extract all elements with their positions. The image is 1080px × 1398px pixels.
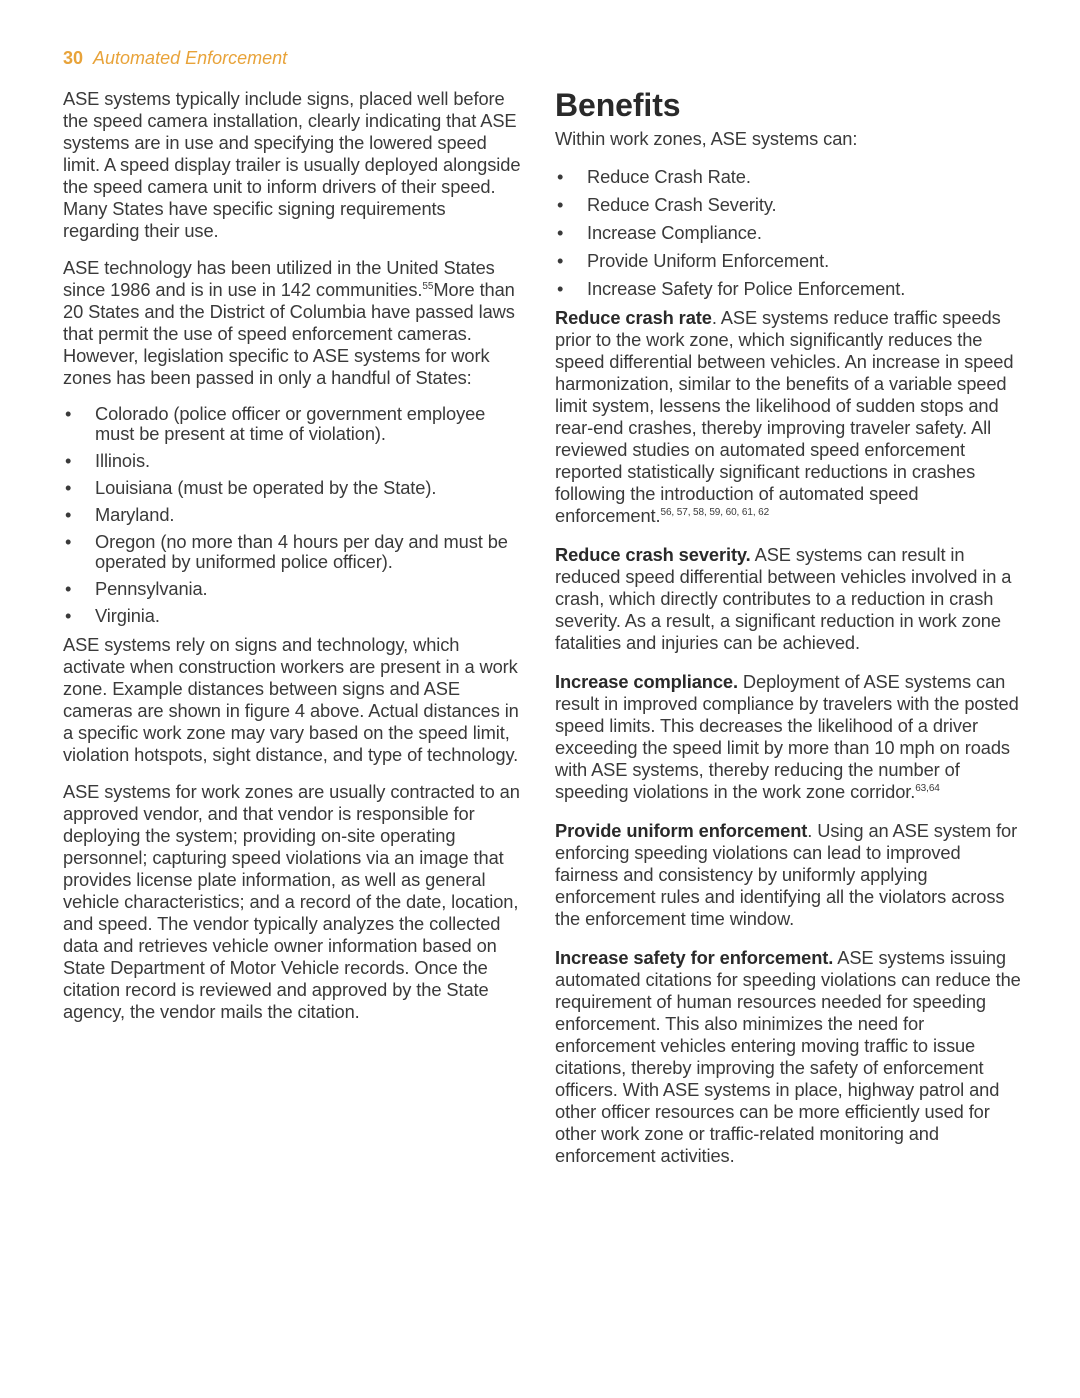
bullet-glyph: • [65,450,72,471]
bullet-glyph: • [65,477,72,498]
bullet-glyph: • [65,605,72,626]
states-list [63,404,525,626]
paragraph-vendor: ASE systems for work zones are usually contracted to an approved vendor, and that vendor is responsible for deploying the system; providing on-site operating personnel; capturing speed violations via an image that provides license plate information, as well as general vehicle characteristics; and a record of the date, location, and speed. The vendor typically analyzes the collected data and retrieves vehicle owner information based on State Department of Motor Vehicle records. Once the citation record is reviewed and approved by the State agency, the vendor mails the citation. [63,781,520,1022]
paragraph-history [63,257,525,389]
state-oregon: Oregon (no more than 4 hours per day and must be operated by uniformed police officer). [95,531,508,572]
footnote-refs-63-64: 63,64 [915,783,940,794]
section-reduce-crash-rate [555,307,1025,527]
list-item [63,579,525,599]
page-number: 30 [63,48,84,68]
bullet-glyph: • [557,278,564,299]
list-item [555,251,1025,271]
lead-reduce-crash-rate: Reduce crash rate [555,307,712,328]
section-safety-enforcement [555,947,1025,1167]
text-safety-enforcement: ASE systems issuing automated citations for speeding violations can reduce the requirement of human resources needed for speeding enforcement. This also minimizes the need for enforcement vehicles entering moving traffic to issue citations, thereby improving the safety of enforcement officers. With ASE systems in place, highway patrol and other officer resources can be more efficiently used for other work zone or traffic-related monitoring and enforcement activities. [555,947,1021,1166]
benefit-compliance: Increase Compliance. [587,222,762,243]
lead-uniform-enforcement: Provide uniform enforcement [555,820,808,841]
text-reduce-crash-severity: ASE systems can result in reduced speed differential between vehicles involved in a crash, which directly contributes to a reduction in crash severity. As a result, a significant reduction in work zone fatalities and injuries can be achieved. [555,544,1012,653]
benefits-list [555,167,1025,299]
bullet-glyph: • [557,194,564,215]
list-item [63,451,525,471]
history-text-a: ASE technology has been utilized in the United States since 1986 and is in use in 142 communities. [63,257,495,300]
benefit-crash-severity: Reduce Crash Severity. [587,194,777,215]
bullet-glyph: • [557,250,564,271]
list-item [555,279,1025,299]
list-item [63,532,525,572]
footnote-ref-55: 55 [422,281,434,292]
benefits-heading: Benefits [555,87,681,123]
footnote-refs-56-62: 56, 57, 58, 59, 60, 61, 62 [660,507,770,518]
state-virginia: Virginia. [95,605,160,626]
paragraph-signs: ASE systems typically include signs, placed well before the speed camera installation, clearly indicating that ASE systems are in use and specifying the lowered speed limit. A speed display trailer is usually deployed alongside the speed camera unit to inform drivers of their speed. Many States have specific signing requirements regarding their use. [63,88,521,241]
benefit-crash-rate: Reduce Crash Rate. [587,166,751,187]
right-column [555,88,1025,1184]
lead-increase-compliance: Increase compliance. [555,671,738,692]
list-item [63,478,525,498]
list-item [63,404,525,444]
lead-safety-enforcement: Increase safety for enforcement. [555,947,834,968]
bullet-glyph: • [557,166,564,187]
benefit-police-safety: Increase Safety for Police Enforcement. [587,278,906,299]
lead-reduce-crash-severity: Reduce crash severity. [555,544,751,565]
bullet-glyph: • [65,504,72,525]
section-increase-compliance [555,671,1025,803]
state-colorado: Colorado (police officer or government employee must be present at time of violation). [95,403,486,444]
benefits-intro: Within work zones, ASE systems can: [555,128,858,149]
bullet-glyph: • [65,578,72,599]
section-name: Automated Enforcement [93,48,288,68]
list-item [555,167,1025,187]
benefit-uniform-enforcement: Provide Uniform Enforcement. [587,250,830,271]
state-illinois: Illinois. [95,450,150,471]
running-header [63,46,287,70]
bullet-glyph: • [65,403,72,424]
section-reduce-crash-severity [555,544,1025,654]
bullet-glyph: • [65,531,72,552]
state-pennsylvania: Pennsylvania. [95,578,208,599]
text-reduce-crash-rate: . ASE systems reduce traffic speeds prior to the work zone, which significantly reduces the speed differential between vehicles. An increase in speed harmonization, similar to the benefits of a variable speed limit system, lessens the likelihood of sudden stops and rear-end crashes, thereby improving traveler safety. All reviewed studies on automated speed enforcement reported statistically significant reductions in crashes following the introduction of automated speed enforcement. [555,307,1014,526]
list-item [555,195,1025,215]
paragraph-signs-technology: ASE systems rely on signs and technology, which activate when construction workers are present in a work zone. Example distances between signs and ASE cameras are shown in figure 4 above. Actual distances in a specific work zone may vary based on the speed limit, violation hotspots, sight distance, and type of technology. [63,634,519,765]
history-text-b: More than 20 States and the District of Columbia have passed laws that permit the use of speed enforcement cameras. However, legislation specific to ASE systems for work zones has been passed in only a handful of States: [63,279,515,388]
text-increase-compliance: Deployment of ASE systems can result in improved compliance by travelers with the posted speed limits. This decreases the likelihood of a driver exceeding the speed limit by more than 10 mph on roads with ASE systems, thereby reducing the number of speeding violations in the work zone corridor. [555,671,1019,802]
state-maryland: Maryland. [95,504,175,525]
text-uniform-enforcement: . Using an ASE system for enforcing speeding violations can lead to improved fairness and consistency by uniformly applying enforcement rules and identifying all the violators across the enforcement time window. [555,820,1018,929]
state-louisiana: Louisiana (must be operated by the State). [95,477,437,498]
list-item [63,606,525,626]
left-column [63,88,525,1038]
bullet-glyph: • [557,222,564,243]
list-item [555,223,1025,243]
section-uniform-enforcement [555,820,1025,930]
list-item [63,505,525,525]
